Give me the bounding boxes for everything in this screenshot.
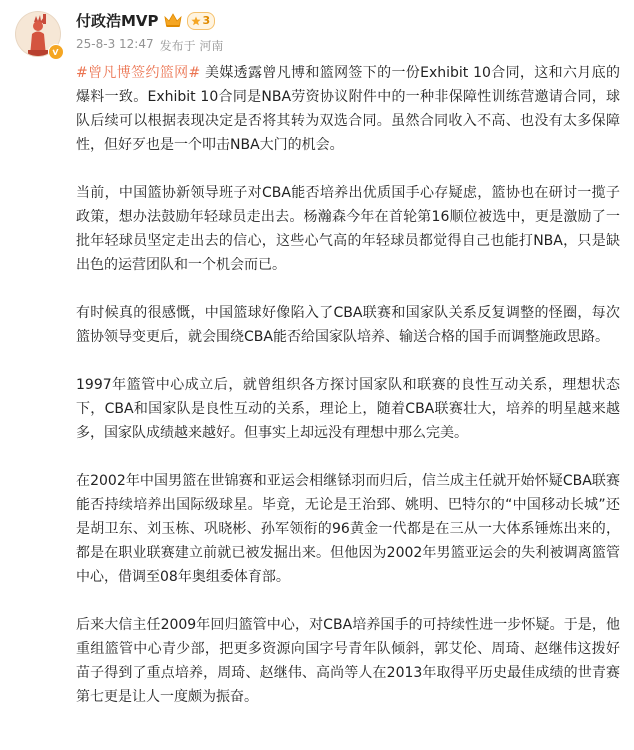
post-source: 发布于 河南 [159, 39, 224, 53]
level-badge-number: 3 [202, 14, 211, 27]
paragraph-1-text: 美媒透露曾凡博和篮网签下的一份Exhibit 10合同，这和六月底的爆料一致。Exhibit 10合同是NBA劳资协议附件中的一种非保障性训练营邀请合同，球队后续可以根据表现决定是否将其转为双选合同。虽然合同收入不高、也没有太多保障性，但好歹也是一个叩击NBA大门的机会。 [76, 65, 620, 153]
paragraph-2: 当前，中国篮协新领导班子对CBA能否培养出优质国手心存疑虑，篮协也在研讨一揽子政策，想办法鼓励年轻球员走出去。杨瀚森今年在首轮第16顺位被选中，更是激励了一批年轻球员坚定走出去的信心，这些心气高的年轻球员都觉得自己也能打NBA，只是缺出色的运营团队和一个机会而已。 [76, 185, 620, 273]
post-timestamp[interactable]: 25-8-3 12:47 [76, 37, 154, 51]
paragraph-5: 在2002年中国男篮在世锦赛和亚运会相继铩羽而归后，信兰成主任就开始怀疑CBA联赛能否持续培养出国际级球星。毕竟，无论是王治郅、姚明、巴特尔的“中国移动长城”还是胡卫东、刘玉栋、巩晓彬、孙军领衔的96黄金一代都是在三从一大体系锤炼出来的，都是在职业联赛建立前就已被发掘出来。但他因为2002年男篮亚运会的失利被调离篮管中心，借调至08年奥组委体育部。 [76, 473, 620, 585]
paragraph-3: 有时候真的很感慨，中国篮球好像陷入了CBA联赛和国家队关系反复调整的怪圈，每次篮协领导变更后，就会围绕CBA能否给国家队培养、输送合格的国手而调整施政思路。 [76, 305, 620, 345]
post-meta [76, 37, 223, 54]
hashtag-link[interactable]: #曾凡博签约篮网# [76, 65, 201, 81]
star-icon [191, 16, 201, 26]
crown-icon[interactable] [163, 12, 183, 30]
paragraph-4: 1997年篮管中心成立后，就曾组织各方探讨国家队和联赛的良性互动关系，理想状态下，CBA和国家队是良性互动的关系，理论上，随着CBA联赛壮大，培养的明星越来越多，国家队成绩越来越好。但事实上却远没有理想中那么完美。 [76, 377, 620, 441]
paragraph-6: 后来大信主任2009年回归篮管中心，对CBA培养国手的可持续性进一步怀疑。于是，他重组篮管中心青少部，把更多资源向国字号青年队倾斜，郭艾伦、周琦、赵继伟这拨好苗子得到了重点培养，周琦、赵继伟、高尚等人在2013年取得平历史最佳成绩的世青赛第七更是让人一度颇为振奋。 [76, 617, 620, 705]
verified-badge-icon [48, 44, 64, 60]
author-header [76, 10, 215, 31]
level-badge[interactable] [187, 12, 216, 30]
paragraph-1 [76, 61, 620, 157]
author-name[interactable]: 付政浩MVP [76, 12, 159, 30]
post-content [76, 61, 620, 733]
